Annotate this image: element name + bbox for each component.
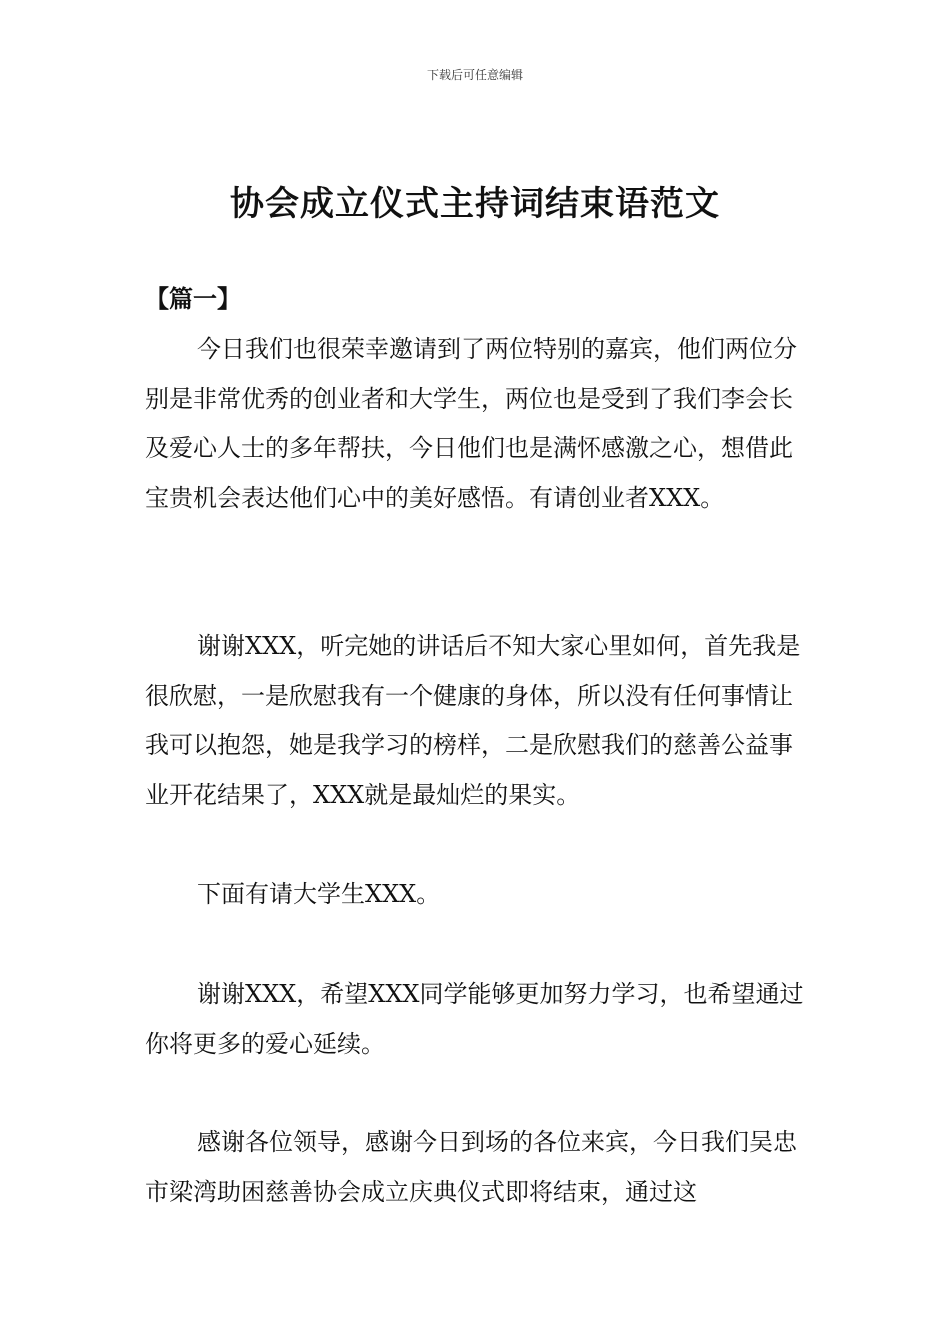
document-title: 协会成立仪式主持词结束语范文	[230, 184, 720, 224]
page-header: 下载后可任意编辑	[426, 68, 523, 82]
section-label: 【篇一】	[145, 284, 241, 313]
paragraph: 下面有请大学生XXX。	[197, 880, 441, 908]
paragraph: 谢谢XXX，听完她的讲话后不知大家心里如何，首先我是很欣慰，一是欣慰我有一个健康的身体，所以没有任何事情让我可以抱怨，她是我学习的榜样，二是欣慰我们的慈善公益事业开花结果了，XXX就是最灿烂的果实。	[145, 632, 801, 809]
paragraph: 谢谢XXX，希望XXX同学能够更加努力学习，也希望通过你将更多的爱心延续。	[145, 980, 804, 1058]
paragraph: 感谢各位领导，感谢今日到场的各位来宾，今日我们吴忠市梁湾助困慈善协会成立庆典仪式即将结束，通过这	[145, 1128, 797, 1206]
paragraph: 今日我们也很荣幸邀请到了两位特别的嘉宾，他们两位分别是非常优秀的创业者和大学生，两位也是受到了我们李会长及爱心人士的多年帮扶，今日他们也是满怀感激之心，想借此宝贵机会表达他们心中的美好感悟。有请创业者XXX。	[145, 335, 797, 512]
